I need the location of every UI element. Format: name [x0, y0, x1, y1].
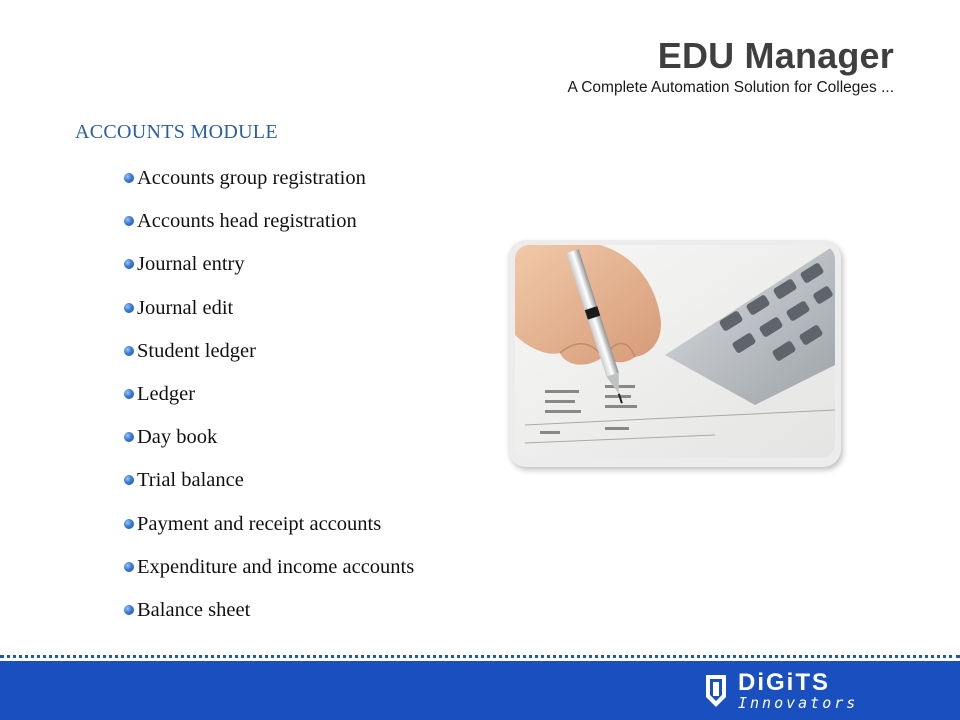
list-item-label: Payment and receipt accounts: [137, 512, 382, 535]
footer-divider: [0, 655, 960, 658]
bullet-icon: [124, 519, 134, 529]
list-item-label: Ledger: [137, 382, 196, 405]
logo-subtitle: Innovators: [738, 694, 859, 712]
bullet-icon: [124, 432, 134, 442]
accounting-photo: [515, 245, 835, 458]
feature-list: [124, 166, 414, 641]
bullet-icon: [124, 475, 134, 485]
list-item-label: Accounts head registration: [137, 210, 357, 233]
list-item: [124, 209, 414, 252]
list-item: [124, 598, 414, 641]
list-item-label: Student ledger: [137, 339, 256, 362]
list-item: [124, 425, 414, 468]
photo-frame: [508, 240, 841, 467]
list-item: [124, 382, 414, 425]
list-item: [124, 252, 414, 295]
bullet-icon: [124, 389, 134, 399]
logo-wordmark: DiGiTS: [738, 669, 831, 696]
list-item: [124, 555, 414, 598]
list-item-label: Accounts group registration: [137, 167, 366, 189]
bullet-icon: [124, 346, 134, 356]
logo-emblem-icon: [702, 673, 730, 709]
company-logo: [702, 669, 894, 713]
list-item: [124, 512, 414, 555]
accounting-illustration: [515, 245, 835, 458]
bullet-icon: [124, 605, 134, 615]
app-title: EDU Manager: [657, 35, 894, 76]
bullet-icon: [124, 216, 134, 226]
list-item-label: Journal edit: [137, 296, 234, 319]
list-item-label: Journal entry: [137, 253, 245, 276]
bullet-icon: [124, 562, 134, 572]
list-item: [124, 296, 414, 339]
list-item: [124, 468, 414, 511]
section-title: ACCOUNTS MODULE: [75, 121, 278, 143]
list-item-label: Trial balance: [137, 469, 244, 492]
bullet-icon: [124, 303, 134, 313]
list-item-label: Day book: [137, 426, 218, 449]
bullet-icon: [124, 259, 134, 269]
brand-header: [567, 36, 894, 97]
list-item-label: Expenditure and income accounts: [137, 555, 415, 578]
app-tagline: A Complete Automation Solution for Colleges ...: [567, 79, 894, 96]
list-item: [124, 339, 414, 382]
list-item: [124, 166, 414, 209]
list-item-label: Balance sheet: [137, 598, 251, 621]
bullet-icon: [124, 173, 134, 183]
